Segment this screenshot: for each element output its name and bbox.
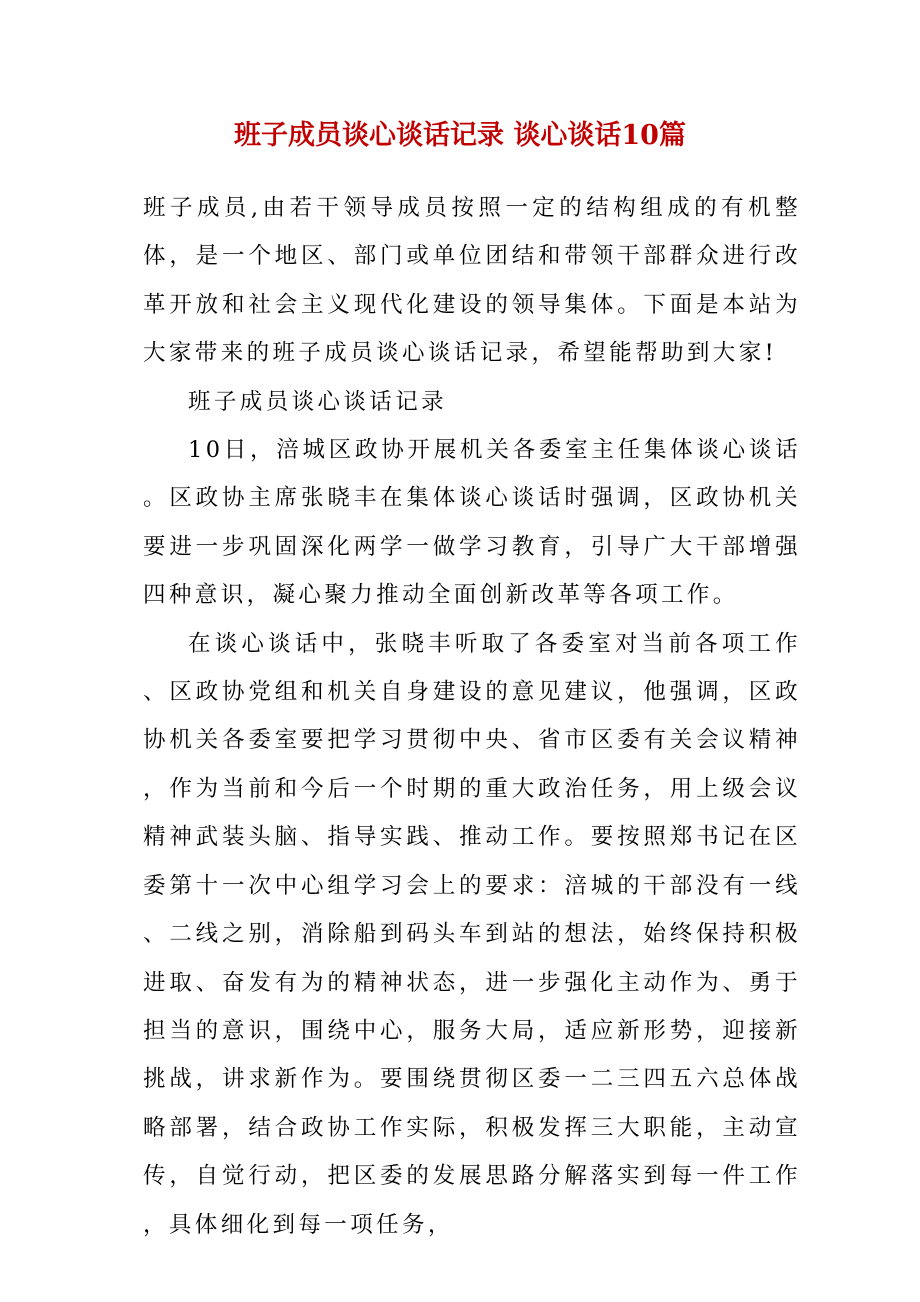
paragraph-meeting-summary: 10日，涪城区政协开展机关各委室主任集体谈心谈话。区政协主席张晓丰在集体谈心谈话时强调，区政协机关要进一步巩固深化两学一做学习教育，引导广大干部增强四种意识，凝心聚力推动全面创新改革等各项工作。 — [143, 437, 801, 609]
paragraph-intro: 班子成员,由若干领导成员按照一定的结构组成的有机整体，是一个地区、部门或单位团结和带领干部群众进行改革开放和社会主义现代化建设的领导集体。下面是本站为大家带来的班子成员谈心谈话记录，希望能帮助到大家! — [143, 195, 801, 367]
paragraph-subheading: 班子成员谈心谈话记录 — [188, 388, 448, 415]
document-title: 班子成员谈心谈话记录 谈心谈话10篇 — [234, 120, 686, 151]
paragraph-talk-details: 在谈心谈话中，张晓丰听取了各委室对当前各项工作、区政协党组和机关自身建设的意见建议，他强调，区政协机关各委室要把学习贯彻中央、省市区委有关会议精神，作为当前和今后一个时期的重大政治任务，用上级会议精神武装头脑、指导实践、推动工作。要按照郑书记在区委第十一次中心组学习会上的要求：涪城的干部没有一线、二线之别，消除船到码头车到站的想法，始终保持积极进取、奋发有为的精神状态，进一步强化主动作为、勇于担当的意识，围绕中心，服务大局，适应新形势，迎接新挑战，讲求新作为。要围绕贯彻区委一二三四五六总体战略部署，结合政协工作实际，积极发挥三大职能，主动宣传，自觉行动，把区委的发展思路分解落实到每一件工作，具体细化到每一项任务， — [143, 630, 801, 1238]
document-body — [143, 184, 801, 1249]
